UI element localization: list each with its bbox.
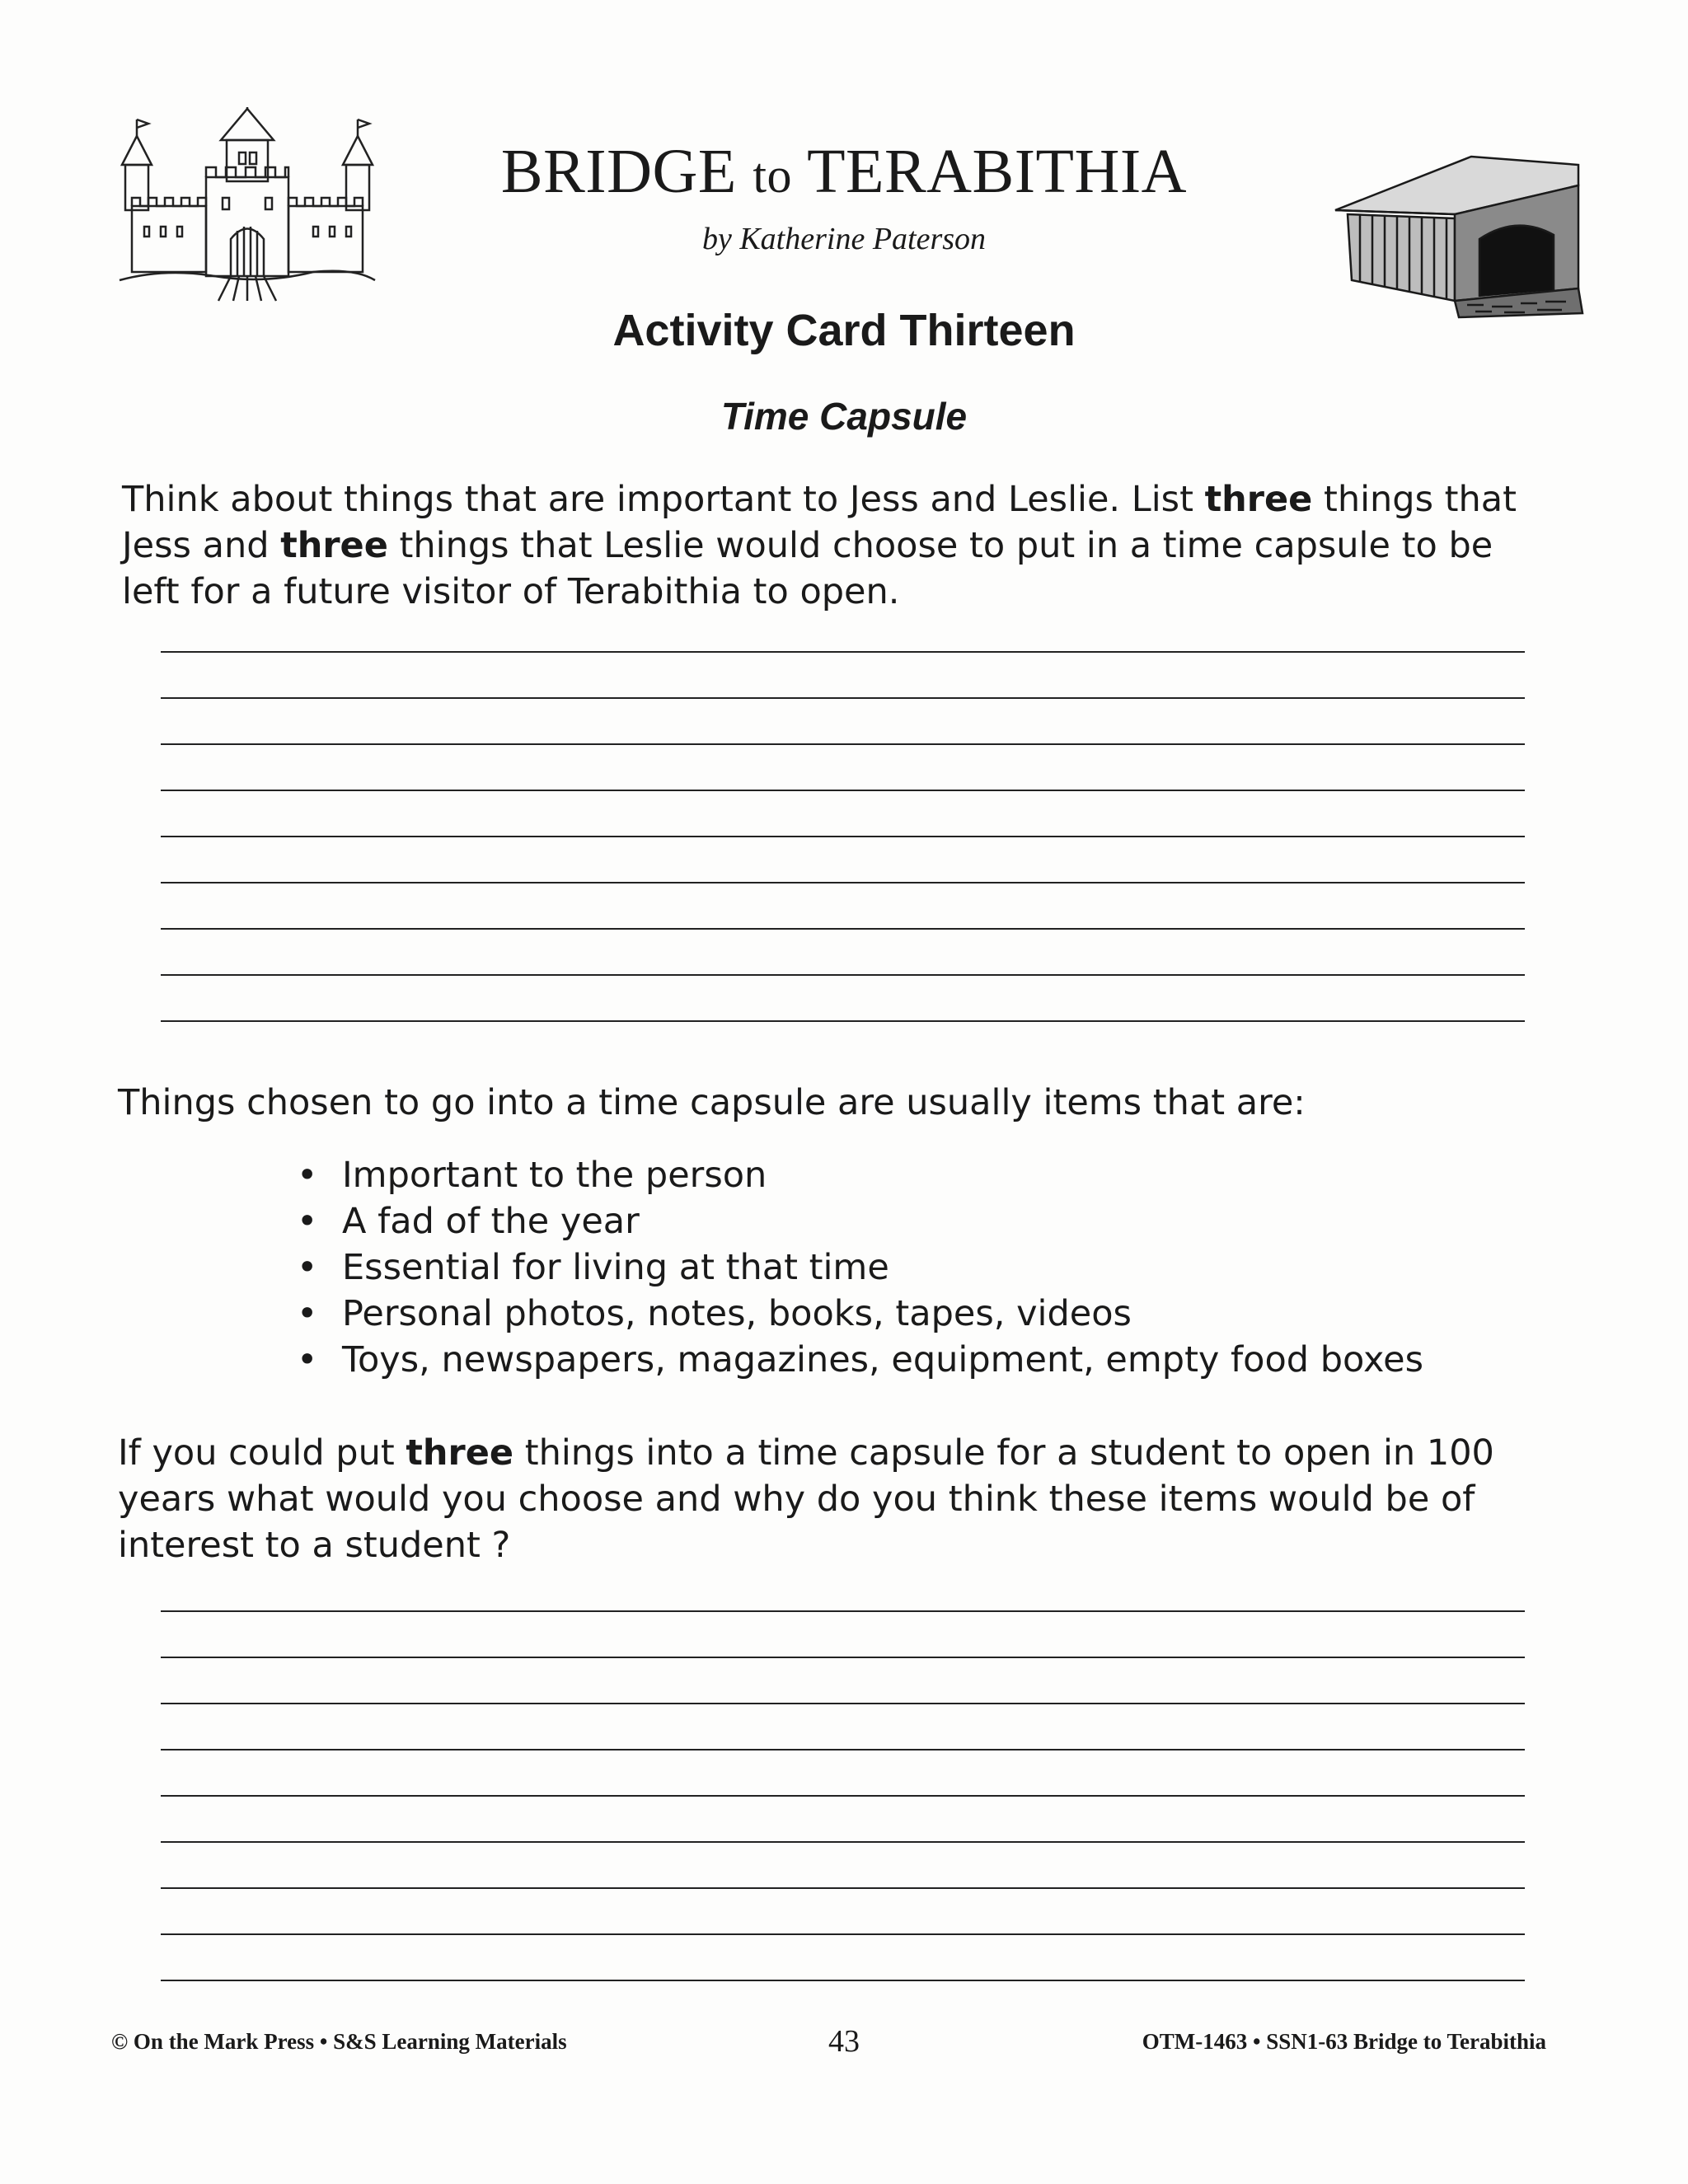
answer-line[interactable] bbox=[161, 699, 1525, 745]
intro-text-2: things that Jess and bbox=[122, 479, 1517, 566]
answer-line[interactable] bbox=[161, 1797, 1525, 1843]
question-bold-1: three bbox=[406, 1432, 514, 1474]
title-word-to: to bbox=[753, 148, 792, 203]
question-text-1: If you could put bbox=[118, 1432, 406, 1474]
answer-line[interactable] bbox=[161, 1889, 1525, 1935]
intro-paragraph bbox=[122, 476, 1556, 615]
list-item: • Essential for living at that time bbox=[297, 1244, 1423, 1291]
book-title bbox=[0, 136, 1688, 208]
list-item: • A fad of the year bbox=[297, 1198, 1423, 1244]
bullet-icon: • bbox=[297, 1155, 318, 1196]
title-word-bridge: BRIDGE bbox=[500, 137, 737, 206]
capsule-items-list bbox=[297, 1152, 1423, 1383]
bullet-icon: • bbox=[297, 1201, 318, 1242]
answer-line[interactable] bbox=[161, 1658, 1525, 1704]
answer-lines-bottom[interactable] bbox=[161, 1566, 1525, 1981]
answer-line[interactable] bbox=[161, 653, 1525, 699]
footer-publisher: © On the Mark Press • S&S Learning Materials bbox=[111, 2029, 567, 2054]
answer-line[interactable] bbox=[161, 607, 1525, 653]
answer-line[interactable] bbox=[161, 791, 1525, 837]
activity-card-heading: Activity Card Thirteen bbox=[612, 306, 1076, 355]
bullet-icon: • bbox=[297, 1339, 318, 1380]
list-item: • Toys, newspapers, magazines, equipment, empty food boxes bbox=[297, 1337, 1423, 1383]
activity-card-subtitle: Time Capsule bbox=[720, 395, 968, 438]
answer-line[interactable] bbox=[161, 976, 1525, 1022]
answer-lines-top[interactable] bbox=[161, 607, 1525, 1022]
bullet-icon: • bbox=[297, 1293, 318, 1334]
intro-text-1: Think about things that are important to Jess and Leslie. List bbox=[122, 479, 1205, 520]
intro-bold-1: three bbox=[1204, 479, 1313, 520]
footer-book-code: OTM-1463 • SSN1-63 Bridge to Terabithia bbox=[1142, 2029, 1546, 2054]
intro-text-3: things that Leslie would choose to put in a time capsule to be left for a future visitor of Terabithia to open. bbox=[122, 525, 1493, 612]
answer-line[interactable] bbox=[161, 883, 1525, 930]
question-text-2: things into a time capsule for a student to open in 100 years what would you choose and why do you think these items would be of interest to a student ? bbox=[118, 1432, 1494, 1566]
list-item: • Important to the person bbox=[297, 1152, 1423, 1198]
intro-bold-2: three bbox=[280, 525, 388, 566]
answer-line[interactable] bbox=[161, 1704, 1525, 1750]
answer-line[interactable] bbox=[161, 1612, 1525, 1658]
page-number: 43 bbox=[828, 2024, 860, 2059]
answer-line[interactable] bbox=[161, 1566, 1525, 1612]
bullet-icon: • bbox=[297, 1247, 318, 1288]
items-lead-text: Things chosen to go into a time capsule are usually items that are: bbox=[118, 1082, 1306, 1123]
author-line: by Katherine Paterson bbox=[701, 222, 987, 256]
answer-line[interactable] bbox=[161, 745, 1525, 791]
answer-line[interactable] bbox=[161, 1750, 1525, 1797]
list-item: • Personal photos, notes, books, tapes, videos bbox=[297, 1291, 1423, 1337]
answer-line[interactable] bbox=[161, 1843, 1525, 1889]
question-paragraph bbox=[118, 1430, 1552, 1568]
answer-line[interactable] bbox=[161, 1935, 1525, 1981]
answer-line[interactable] bbox=[161, 837, 1525, 883]
answer-line[interactable] bbox=[161, 930, 1525, 976]
title-word-terabithia: TERABITHIA bbox=[807, 137, 1188, 206]
